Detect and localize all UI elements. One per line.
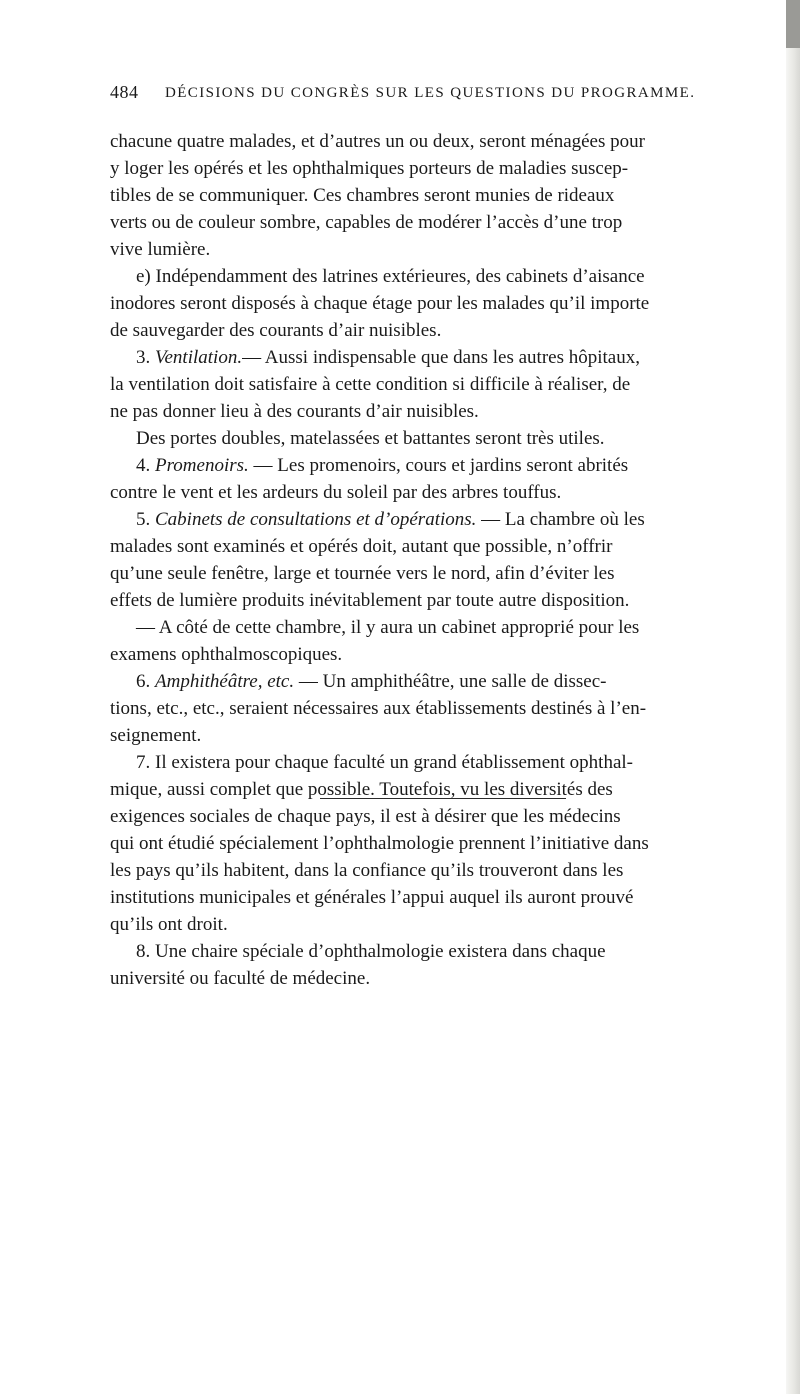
section-title: Cabinets de consultations et d’opérations. — [155, 509, 477, 530]
text-line: les pays qu’ils habitent, dans la confiance qu’ils trouveront dans les — [110, 860, 624, 881]
text-line: qui ont étudié spécialement l’ophthalmologie prennent l’initiative dans — [110, 833, 649, 854]
section-number: 4. — [136, 455, 155, 476]
text-line: mique, aussi complet que possible. Toutefois, vu les diversités des — [110, 779, 613, 800]
text-line: — A côté de cette chambre, il y aura un cabinet approprié pour les — [136, 617, 640, 638]
section-text: — Les promenoirs, cours et jardins seront abrités — [248, 455, 629, 476]
section-ventilation — [110, 344, 796, 371]
running-title: DÉCISIONS DU CONGRÈS SUR LES QUESTIONS DU PROGRAMME. — [165, 85, 696, 101]
text-line: ne pas donner lieu à des courants d’air nuisibles. — [110, 401, 479, 422]
text-line: seignement. — [110, 725, 202, 746]
text-line: qu’une seule fenêtre, large et tournée vers le nord, afin d’éviter les — [110, 563, 615, 584]
text-line: la ventilation doit satisfaire à cette condition si difficile à réaliser, de — [110, 374, 631, 395]
text-line: malades sont examinés et opérés doit, autant que possible, n’offrir — [110, 536, 613, 557]
section-amphitheatre — [110, 668, 796, 695]
text-line: exigences sociales de chaque pays, il est à désirer que les médecins — [110, 806, 621, 827]
body-text — [110, 128, 796, 992]
section-cabinets — [110, 506, 796, 533]
text-line: qu’ils ont droit. — [110, 914, 228, 935]
text-line: 8. Une chaire spéciale d’ophthalmologie existera dans chaque — [136, 941, 606, 962]
text-line: chacune quatre malades, et d’autres un ou deux, seront ménagées pour — [110, 131, 645, 152]
end-rule — [320, 798, 566, 799]
text-line: inodores seront disposés à chaque étage pour les malades qu’il importe — [110, 293, 650, 314]
text-line: e) Indépendamment des latrines extérieures, des cabinets d’aisance — [136, 266, 645, 287]
text-line: Des portes doubles, matelassées et battantes seront très utiles. — [136, 428, 605, 449]
text-line: tibles de se communiquer. Ces chambres seront munies de rideaux — [110, 185, 615, 206]
text-line: tions, etc., etc., seraient nécessaires aux établissements destinés à l’en- — [110, 698, 647, 719]
section-promenoirs — [110, 452, 796, 479]
running-header — [110, 82, 720, 106]
page-edge-dark-corner — [786, 0, 800, 48]
text-line: examens ophthalmoscopiques. — [110, 644, 343, 665]
section-text: — Un amphithéâtre, une salle de dissec- — [294, 671, 607, 692]
section-text: — La chambre où les — [476, 509, 645, 530]
text-line: verts ou de couleur sombre, capables de modérer l’accès d’une trop — [110, 212, 623, 233]
text-line: vive lumière. — [110, 239, 211, 260]
page-number: 484 — [110, 82, 139, 102]
section-title: Ventilation. — [155, 347, 243, 368]
section-title: Promenoirs. — [155, 455, 249, 476]
text-line: 7. Il existera pour chaque faculté un grand établissement ophthal- — [136, 752, 633, 773]
text-line: effets de lumière produits inévitablement par toute autre disposition. — [110, 590, 630, 611]
section-number: 6. — [136, 671, 155, 692]
text-line: de sauvegarder des courants d’air nuisibles. — [110, 320, 442, 341]
text-line: y loger les opérés et les ophthalmiques porteurs de maladies suscep- — [110, 158, 629, 179]
section-text: — Aussi indispensable que dans les autres hôpitaux, — [242, 347, 640, 368]
section-number: 5. — [136, 509, 155, 530]
text-line: contre le vent et les ardeurs du soleil par des arbres touffus. — [110, 482, 562, 503]
section-title: Amphithéâtre, etc. — [155, 671, 295, 692]
text-line: université ou faculté de médecine. — [110, 968, 371, 989]
section-number: 3. — [136, 347, 155, 368]
text-line: institutions municipales et générales l’appui auquel ils auront prouvé — [110, 887, 634, 908]
